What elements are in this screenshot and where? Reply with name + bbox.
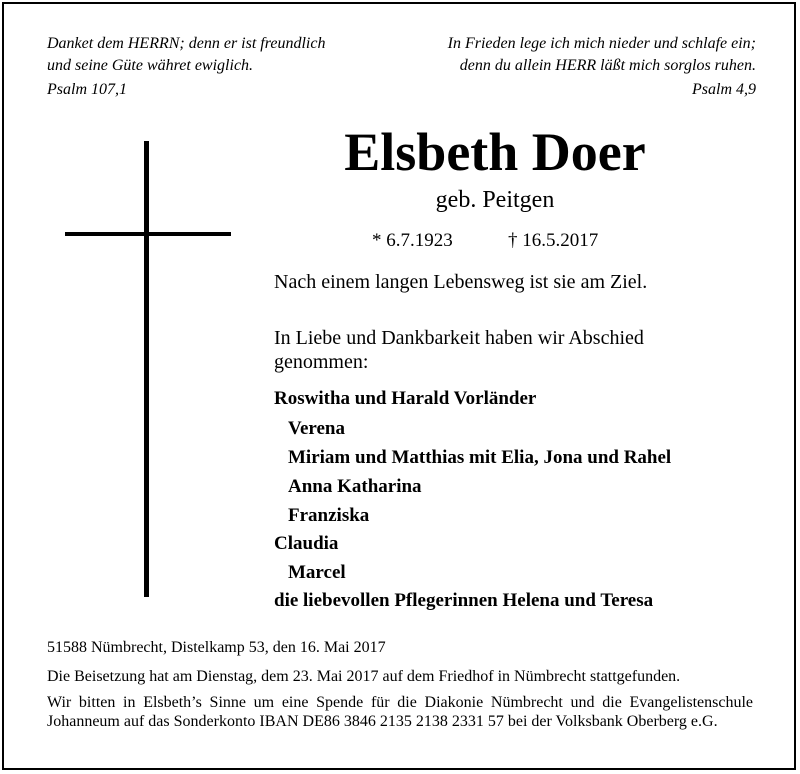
family-member: Anna Katharina — [288, 476, 422, 497]
family-member: Claudia — [274, 533, 339, 554]
cross-icon-bar — [65, 232, 231, 236]
donation-request: Wir bitten in Elsbeth’s Sinne um eine Spende für die Diakonie Nümbrecht und die Evangelistenschule Johanneum auf das Sonderkonto IBAN DE86 3846 2135 2138 2331 57 bei der Volksbank Oberberg e.G. — [47, 694, 753, 730]
family-member: Verena — [288, 418, 345, 439]
verse-left-line-1: Danket dem HERRN; denn er ist freundlich — [47, 35, 326, 52]
deceased-name: Elsbeth Doer — [344, 122, 646, 182]
message-line-1: Nach einem langen Lebensweg ist sie am Ziel. — [274, 271, 648, 293]
family-member: Roswitha und Harald Vorländer — [274, 388, 537, 409]
family-member: Miriam und Matthias mit Elia, Jona und Rahel — [288, 447, 672, 468]
message-line-3: genommen: — [274, 351, 369, 373]
birth-name: geb. Peitgen — [435, 187, 555, 213]
message-line-2: In Liebe und Dankbarkeit haben wir Abschied — [274, 327, 644, 349]
verse-left-line-2: und seine Güte währet ewiglich. — [47, 57, 254, 74]
verse-right-line-2: denn du allein HERR läßt mich sorglos ruhen. — [459, 57, 756, 74]
birth-date: * 6.7.1923 — [372, 230, 453, 251]
address-line: 51588 Nümbrecht, Distelkamp 53, den 16. Mai 2017 — [47, 639, 386, 656]
verse-right-reference: Psalm 4,9 — [692, 81, 756, 98]
verse-left-reference: Psalm 107,1 — [47, 81, 127, 98]
family-member: Franziska — [288, 505, 370, 526]
family-member: Marcel — [288, 562, 346, 583]
funeral-notice: Die Beisetzung hat am Dienstag, dem 23. Mai 2017 auf dem Friedhof in Nümbrecht stattgefunden. — [47, 668, 681, 685]
death-date: † 16.5.2017 — [508, 230, 599, 251]
verse-right-line-1: In Frieden lege ich mich nieder und schlafe ein; — [447, 35, 756, 52]
family-member: die liebevollen Pflegerinnen Helena und Teresa — [274, 590, 654, 611]
